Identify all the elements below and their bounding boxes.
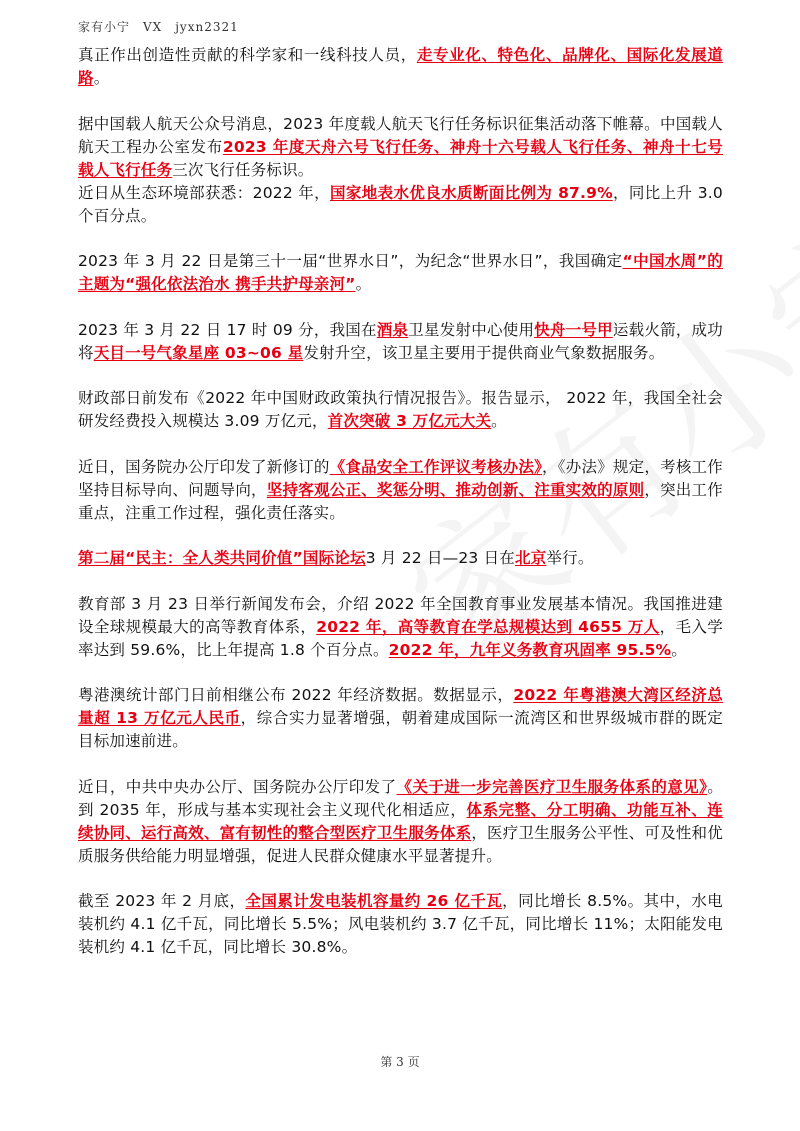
paragraph-text: 粤港澳统计部门日前相继公布 2022 年经济数据。数据显示，: [78, 686, 514, 704]
document-body: [78, 44, 723, 982]
paragraph-text: ，突出工作重点，注重工作过程，强化责任落实。: [78, 480, 723, 522]
paragraph-text: 3 月 22 日—23 日在: [365, 549, 516, 567]
highlighted-keypoint: 2022 年粤港澳大湾区经济总量超 13 万亿元人民币: [78, 686, 723, 727]
page-number: 第 3 页: [380, 1055, 420, 1069]
paragraph-text: ，《办法》规定，考核工作坚持目标导向、问题导向，: [78, 457, 723, 499]
paragraph-text: 。: [355, 275, 372, 293]
paragraph-text: ，综合实力显著增强，朝着建成国际一流湾区和世界级城市群的既定目标加速前进。: [78, 709, 723, 750]
paragraph-text: 财政部日前发布《2022 年中国财政政策执行情况报告》。报告显示， 2022 年，我国全社会研发经费投入规模达 3.09 万亿元，: [78, 389, 723, 430]
news-paragraph: [78, 113, 723, 228]
paragraph-text: ，毛入学率达到 59.6%，比上年提高 1.8 个百分点。: [78, 617, 723, 659]
paragraph-text: ，医疗卫生服务公平性、可及性和优质服务供给能力明显增强，促进人民群众健康水平显著提升。: [78, 823, 723, 865]
news-paragraph: [78, 547, 723, 570]
paragraph-text: 截至 2023 年 2 月底，: [78, 892, 246, 910]
highlighted-keypoint: 走专业化、特色化、品牌化、国际化发展道路: [78, 46, 723, 87]
news-paragraph: [78, 44, 723, 90]
news-paragraph: [78, 593, 723, 662]
paragraph-text: 近日从生态环境部获悉：2022 年，: [78, 183, 330, 202]
highlighted-keypoint: 坚持客观公正、奖惩分明、推动创新、注重实效的原则: [266, 480, 645, 499]
highlighted-keypoint: 首次突破 3 万亿元大关: [327, 412, 492, 430]
paragraph-text: 。: [93, 69, 110, 87]
news-paragraph: [78, 776, 723, 868]
highlighted-keypoint: 第二届“民主：全人类共同价值”国际论坛: [78, 549, 366, 567]
paragraph-text: 近日，国务院办公厅印发了新修订的: [78, 457, 330, 476]
paragraph-text: ，同比上升 3.0 个百分点。: [78, 183, 723, 225]
news-paragraph: [78, 387, 723, 433]
paragraph-text: 。: [491, 412, 507, 430]
paragraph-text: 举行。: [546, 549, 594, 567]
news-paragraph: [78, 456, 723, 525]
highlighted-keypoint: 国家地表水优良水质断面比例为 87.9%: [329, 183, 613, 202]
highlighted-keypoint: “中国水周”的主题为“强化依法治水 携手共护母亲河”: [78, 252, 723, 293]
highlighted-keypoint: 快舟一号甲: [534, 320, 613, 339]
paragraph-text: 三次飞行任务标识。: [172, 160, 314, 179]
highlighted-keypoint: 2023 年度天舟六号飞行任务、神舟十六号载人飞行任务、神舟十七号载人飞行任务: [78, 137, 723, 179]
highlighted-keypoint: 北京: [515, 549, 547, 567]
highlighted-keypoint: 2022 年，高等教育在学总规模达到 4655 万人: [316, 617, 660, 636]
paragraph-text: 。: [671, 640, 687, 659]
highlighted-keypoint: 《关于进一步完善医疗卫生服务体系的意见》: [396, 777, 708, 796]
highlighted-keypoint: 《食品安全工作评议考核办法》: [329, 457, 543, 476]
paragraph-text: 卫星发射中心使用: [408, 320, 535, 339]
news-paragraph: [78, 319, 723, 365]
highlighted-keypoint: 全国累计发电装机容量约 26 亿千瓦: [245, 892, 503, 910]
news-paragraph: [78, 250, 723, 296]
paragraph-text: 。到 2035 年，形成与基本实现社会主义现代化相适应，: [78, 777, 723, 819]
news-paragraph: [78, 890, 723, 959]
paragraph-text: 真正作出创造性贡献的科学家和一线科技人员，: [78, 46, 417, 64]
paragraph-text: 2023 年 3 月 22 日 17 时 09 分，我国在: [78, 320, 377, 339]
paragraph-text: 据中国载人航天公众号消息，2023 年度载人航天飞行任务标识征集活动落下帷幕。中国载人航天工程办公室发布: [78, 114, 723, 156]
highlighted-keypoint: 酒泉: [376, 320, 409, 339]
highlighted-keypoint: 天目一号气象星座 03~06 星: [93, 343, 304, 362]
paragraph-text: 近日，中共中央办公厅、国务院办公厅印发了: [78, 777, 397, 796]
paragraph-text: 2023 年 3 月 22 日是第三十一届“世界水日”，为纪念“世界水日”，我国确定: [78, 252, 623, 270]
page-header: 家有小宁 VX jyxn2321: [78, 20, 239, 34]
paragraph-text: 教育部 3 月 23 日举行新闻发布会，介绍 2022 年全国教育事业发展基本情况。我国推进建设全球规模最大的高等教育体系，: [78, 594, 723, 636]
paragraph-text: 发射升空，该卫星主要用于提供商业气象数据服务。: [303, 343, 665, 362]
paragraph-text: ，同比增长 8.5%。其中，水电装机约 4.1 亿千瓦，同比增长 5.5%；风电装机约 3.7 亿千瓦，同比增长 11%；太阳能发电装机约 4.1 亿千瓦，同比增长 30.8%。: [78, 892, 723, 956]
highlighted-keypoint: 2022 年，九年义务教育巩固率 95.5%: [388, 640, 672, 659]
news-paragraph: [78, 684, 723, 753]
paragraph-text: 运载火箭，成功将: [78, 320, 723, 362]
highlighted-keypoint: 体系完整、分工明确、功能互补、连续协同、运行高效、富有韧性的整合型医疗卫生服务体系: [78, 800, 724, 842]
